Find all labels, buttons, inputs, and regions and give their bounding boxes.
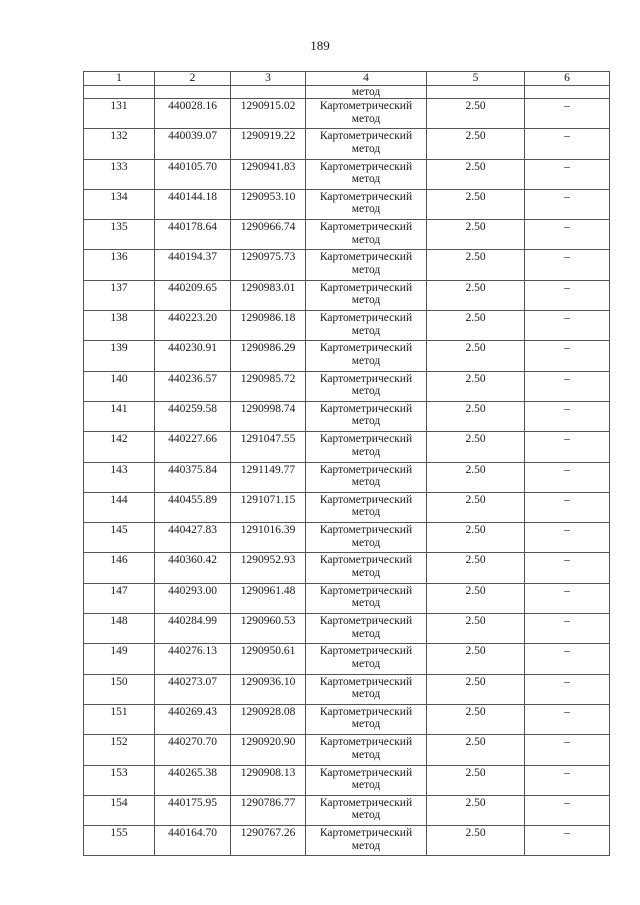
note-cell: – (525, 735, 610, 765)
point-number-cell: 149 (84, 644, 155, 674)
point-number-cell: 143 (84, 462, 155, 492)
point-number-cell: 134 (84, 189, 155, 219)
method-cell (306, 220, 427, 250)
x-coordinate-cell: 440164.70 (155, 826, 231, 856)
point-number-cell: 140 (84, 371, 155, 401)
method-line-2: метод (351, 597, 381, 610)
accuracy-cell: 2.50 (427, 553, 525, 583)
y-coordinate-cell: 1290986.18 (231, 311, 306, 341)
x-coordinate-cell: 440276.13 (155, 644, 231, 674)
method-line-1: Картометрический (319, 554, 413, 567)
method-line-1: Картометрический (319, 705, 413, 718)
y-coordinate-cell: 1290998.74 (231, 401, 306, 431)
table-row (84, 765, 610, 795)
accuracy-cell: 2.50 (427, 99, 525, 129)
point-number-cell: 153 (84, 765, 155, 795)
continuation-method-cell: метод (306, 86, 427, 99)
table-row (84, 250, 610, 280)
y-coordinate-cell: 1290966.74 (231, 220, 306, 250)
note-cell: – (525, 159, 610, 189)
y-coordinate-cell: 1290960.53 (231, 614, 306, 644)
note-cell: – (525, 341, 610, 371)
method-line-2: метод (351, 263, 381, 276)
x-coordinate-cell: 440178.64 (155, 220, 231, 250)
note-cell: – (525, 99, 610, 129)
table-row (84, 614, 610, 644)
method-line-1: Картометрический (319, 766, 413, 779)
method-cell (306, 492, 427, 522)
method-line-2: метод (351, 506, 381, 519)
x-coordinate-cell: 440028.16 (155, 99, 231, 129)
table-row (84, 401, 610, 431)
note-cell: – (525, 704, 610, 734)
column-header-4: 4 (306, 72, 427, 86)
accuracy-cell: 2.50 (427, 462, 525, 492)
method-line-1: Картометрический (319, 100, 413, 112)
method-line-1: Картометрический (319, 251, 413, 264)
note-cell: – (525, 311, 610, 341)
point-number-cell: 150 (84, 674, 155, 704)
method-line-1: Картометрический (319, 584, 413, 597)
method-cell (306, 280, 427, 310)
note-cell: – (525, 250, 610, 280)
y-coordinate-cell: 1290975.73 (231, 250, 306, 280)
method-line-2: метод (351, 536, 381, 549)
accuracy-cell: 2.50 (427, 765, 525, 795)
method-line-1: Картометрический (319, 312, 413, 325)
x-coordinate-cell: 440360.42 (155, 553, 231, 583)
note-cell: – (525, 583, 610, 613)
x-coordinate-cell: 440427.83 (155, 523, 231, 553)
x-coordinate-cell: 440194.37 (155, 250, 231, 280)
point-number-cell: 148 (84, 614, 155, 644)
table-row (84, 795, 610, 825)
point-number-cell: 137 (84, 280, 155, 310)
x-coordinate-cell: 440375.84 (155, 462, 231, 492)
method-line-1: Картометрический (319, 827, 413, 840)
y-coordinate-cell: 1290952.93 (231, 553, 306, 583)
y-coordinate-cell: 1290985.72 (231, 371, 306, 401)
table-row (84, 492, 610, 522)
method-cell (306, 704, 427, 734)
y-coordinate-cell: 1291149.77 (231, 462, 306, 492)
y-coordinate-cell: 1290915.02 (231, 99, 306, 129)
point-number-cell: 151 (84, 704, 155, 734)
note-cell: – (525, 795, 610, 825)
point-number-cell: 142 (84, 432, 155, 462)
method-cell (306, 765, 427, 795)
note-cell: – (525, 644, 610, 674)
method-cell (306, 614, 427, 644)
method-line-2: метод (351, 779, 381, 792)
x-coordinate-cell: 440209.65 (155, 280, 231, 310)
method-cell (306, 311, 427, 341)
method-line-2: метод (351, 627, 381, 640)
column-header-3: 3 (231, 72, 306, 86)
method-cell (306, 583, 427, 613)
note-cell: – (525, 280, 610, 310)
method-cell (306, 159, 427, 189)
method-cell (306, 826, 427, 856)
accuracy-cell: 2.50 (427, 492, 525, 522)
note-cell: – (525, 826, 610, 856)
method-line-2: метод (351, 688, 381, 701)
accuracy-cell: 2.50 (427, 735, 525, 765)
accuracy-cell: 2.50 (427, 826, 525, 856)
table-row (84, 159, 610, 189)
method-cell (306, 129, 427, 159)
method-line-2: метод (351, 142, 381, 155)
continuation-cell (155, 86, 231, 99)
accuracy-cell: 2.50 (427, 614, 525, 644)
method-cell (306, 795, 427, 825)
point-number-cell: 141 (84, 401, 155, 431)
table-row (84, 220, 610, 250)
method-line-2: метод (351, 839, 381, 852)
method-line-2: метод (351, 415, 381, 428)
point-number-cell: 146 (84, 553, 155, 583)
method-line-1: Картометрический (319, 342, 413, 355)
note-cell: – (525, 129, 610, 159)
point-number-cell: 133 (84, 159, 155, 189)
x-coordinate-cell: 440269.43 (155, 704, 231, 734)
y-coordinate-cell: 1290919.22 (231, 129, 306, 159)
method-line-1: Картометрический (319, 372, 413, 385)
note-cell: – (525, 371, 610, 401)
table-row (84, 704, 610, 734)
method-line-2: метод (351, 173, 381, 186)
y-coordinate-cell: 1290986.29 (231, 341, 306, 371)
y-coordinate-cell: 1291016.39 (231, 523, 306, 553)
x-coordinate-cell: 440223.20 (155, 311, 231, 341)
column-header-1: 1 (84, 72, 155, 86)
method-line-2: метод (351, 566, 381, 579)
x-coordinate-cell: 440265.38 (155, 765, 231, 795)
method-cell (306, 371, 427, 401)
method-cell (306, 735, 427, 765)
method-line-2: метод (351, 112, 381, 125)
coordinates-table (83, 71, 610, 856)
method-cell (306, 189, 427, 219)
continuation-cell (84, 86, 155, 99)
method-line-1: Картометрический (319, 433, 413, 446)
x-coordinate-cell: 440105.70 (155, 159, 231, 189)
point-number-cell: 147 (84, 583, 155, 613)
point-number-cell: 144 (84, 492, 155, 522)
continuation-cell (427, 86, 525, 99)
x-coordinate-cell: 440144.18 (155, 189, 231, 219)
y-coordinate-cell: 1290950.61 (231, 644, 306, 674)
x-coordinate-cell: 440273.07 (155, 674, 231, 704)
method-line-1: Картометрический (319, 160, 413, 173)
method-line-1: Картометрический (319, 221, 413, 234)
column-header-6: 6 (525, 72, 610, 86)
y-coordinate-cell: 1290941.83 (231, 159, 306, 189)
table-row (84, 311, 610, 341)
point-number-cell: 136 (84, 250, 155, 280)
method-line-1: Картометрический (319, 675, 413, 688)
method-line-2: метод (351, 294, 381, 307)
x-coordinate-cell: 440175.95 (155, 795, 231, 825)
table-row (84, 99, 610, 129)
method-line-2: метод (351, 476, 381, 489)
x-coordinate-cell: 440236.57 (155, 371, 231, 401)
point-number-cell: 132 (84, 129, 155, 159)
x-coordinate-cell: 440230.91 (155, 341, 231, 371)
note-cell: – (525, 523, 610, 553)
table-row (84, 462, 610, 492)
method-cell (306, 553, 427, 583)
table-row (84, 280, 610, 310)
y-coordinate-cell: 1290908.13 (231, 765, 306, 795)
method-cell (306, 462, 427, 492)
method-line-2: метод (351, 354, 381, 367)
accuracy-cell: 2.50 (427, 371, 525, 401)
accuracy-cell: 2.50 (427, 401, 525, 431)
point-number-cell: 138 (84, 311, 155, 341)
method-line-2: метод (351, 385, 381, 398)
note-cell: – (525, 220, 610, 250)
accuracy-cell: 2.50 (427, 644, 525, 674)
table-row (84, 129, 610, 159)
point-number-cell: 155 (84, 826, 155, 856)
method-line-1: Картометрический (319, 645, 413, 658)
column-header-2: 2 (155, 72, 231, 86)
note-cell: – (525, 189, 610, 219)
x-coordinate-cell: 440293.00 (155, 583, 231, 613)
point-number-cell: 139 (84, 341, 155, 371)
y-coordinate-cell: 1290961.48 (231, 583, 306, 613)
accuracy-cell: 2.50 (427, 795, 525, 825)
method-line-1: Картометрический (319, 463, 413, 476)
column-header-5: 5 (427, 72, 525, 86)
method-line-1: Картометрический (319, 736, 413, 749)
continuation-cell (231, 86, 306, 99)
table-row (84, 826, 610, 856)
y-coordinate-cell: 1290983.01 (231, 280, 306, 310)
method-line-1: Картометрический (319, 493, 413, 506)
accuracy-cell: 2.50 (427, 189, 525, 219)
point-number-cell: 152 (84, 735, 155, 765)
x-coordinate-cell: 440227.66 (155, 432, 231, 462)
point-number-cell: 145 (84, 523, 155, 553)
method-cell (306, 99, 427, 129)
accuracy-cell: 2.50 (427, 523, 525, 553)
y-coordinate-cell: 1290920.90 (231, 735, 306, 765)
header-row (84, 72, 610, 86)
method-cell (306, 674, 427, 704)
note-cell: – (525, 614, 610, 644)
table-row (84, 553, 610, 583)
method-line-2: метод (351, 203, 381, 216)
x-coordinate-cell: 440259.58 (155, 401, 231, 431)
y-coordinate-cell: 1290953.10 (231, 189, 306, 219)
note-cell: – (525, 674, 610, 704)
method-line-1: Картометрический (319, 402, 413, 415)
point-number-cell: 131 (84, 99, 155, 129)
method-cell (306, 644, 427, 674)
method-line-2: метод (351, 324, 381, 337)
point-number-cell: 154 (84, 795, 155, 825)
accuracy-cell: 2.50 (427, 432, 525, 462)
continuation-row (84, 86, 610, 99)
note-cell: – (525, 432, 610, 462)
accuracy-cell: 2.50 (427, 280, 525, 310)
point-number-cell: 135 (84, 220, 155, 250)
note-cell: – (525, 401, 610, 431)
note-cell: – (525, 553, 610, 583)
method-line-2: метод (351, 657, 381, 670)
table-row (84, 644, 610, 674)
x-coordinate-cell: 440270.70 (155, 735, 231, 765)
table-row (84, 189, 610, 219)
method-cell (306, 523, 427, 553)
method-cell (306, 401, 427, 431)
method-line-2: метод (351, 718, 381, 731)
table-row (84, 432, 610, 462)
page-number: 189 (310, 38, 330, 53)
accuracy-cell: 2.50 (427, 674, 525, 704)
table-row (84, 735, 610, 765)
method-cell (306, 341, 427, 371)
table-row (84, 523, 610, 553)
note-cell: – (525, 765, 610, 795)
y-coordinate-cell: 1291047.55 (231, 432, 306, 462)
method-line-2: метод (351, 233, 381, 246)
method-line-1: Картометрический (319, 130, 413, 143)
accuracy-cell: 2.50 (427, 583, 525, 613)
method-line-1: Картометрический (319, 615, 413, 628)
method-line-2: метод (351, 809, 381, 822)
method-line-1: Картометрический (319, 190, 413, 203)
table-row (84, 583, 610, 613)
note-cell: – (525, 462, 610, 492)
method-cell (306, 250, 427, 280)
y-coordinate-cell: 1290928.08 (231, 704, 306, 734)
accuracy-cell: 2.50 (427, 341, 525, 371)
note-cell: – (525, 492, 610, 522)
y-coordinate-cell: 1290767.26 (231, 826, 306, 856)
accuracy-cell: 2.50 (427, 704, 525, 734)
accuracy-cell: 2.50 (427, 220, 525, 250)
accuracy-cell: 2.50 (427, 311, 525, 341)
accuracy-cell: 2.50 (427, 250, 525, 280)
accuracy-cell: 2.50 (427, 159, 525, 189)
continuation-cell (525, 86, 610, 99)
table-row (84, 674, 610, 704)
table-row (84, 341, 610, 371)
x-coordinate-cell: 440455.89 (155, 492, 231, 522)
method-line-2: метод (351, 748, 381, 761)
y-coordinate-cell: 1291071.15 (231, 492, 306, 522)
method-line-1: Картометрический (319, 524, 413, 537)
y-coordinate-cell: 1290936.10 (231, 674, 306, 704)
method-line-1: Картометрический (319, 281, 413, 294)
y-coordinate-cell: 1290786.77 (231, 795, 306, 825)
accuracy-cell: 2.50 (427, 129, 525, 159)
method-line-2: метод (351, 445, 381, 458)
method-cell (306, 432, 427, 462)
table-row (84, 371, 610, 401)
method-line-1: Картометрический (319, 796, 413, 809)
x-coordinate-cell: 440284.99 (155, 614, 231, 644)
x-coordinate-cell: 440039.07 (155, 129, 231, 159)
